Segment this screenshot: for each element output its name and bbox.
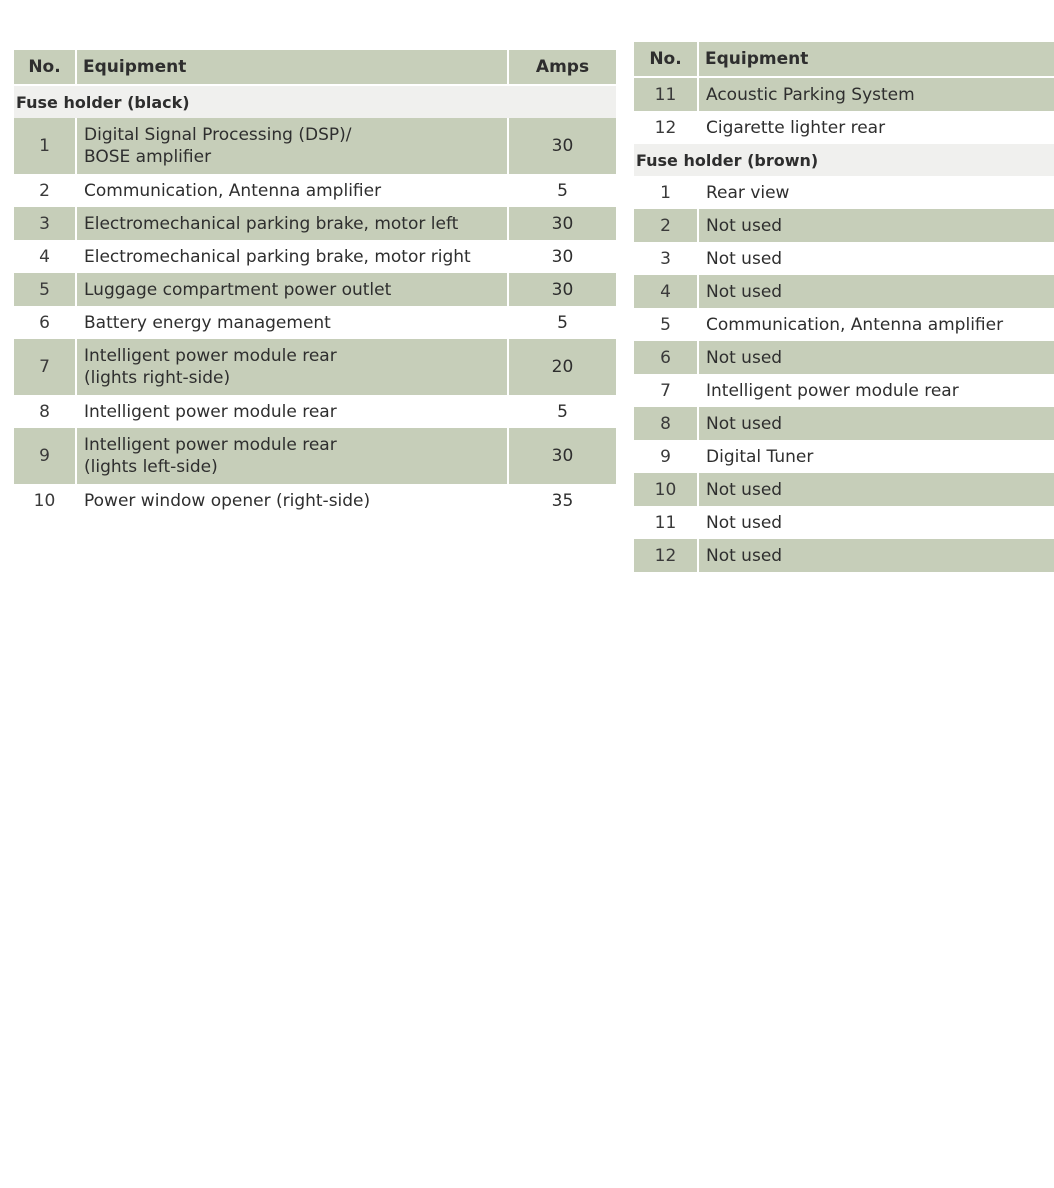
table-row	[634, 176, 1054, 209]
equipment-cell: Digital Tuner	[698, 440, 1054, 473]
amps-value: 5	[508, 395, 616, 428]
equipment-cell: Not used	[698, 242, 1054, 275]
table-row	[634, 209, 1054, 242]
table-row	[634, 440, 1054, 473]
amps-value: 20	[508, 339, 616, 395]
fuse-number: 7	[634, 374, 698, 407]
table-row	[634, 111, 1054, 144]
table-row	[14, 339, 616, 395]
equipment-cell: Acoustic Parking System	[698, 77, 1054, 111]
fuse-table-left	[14, 50, 616, 517]
equipment-cell: Electromechanical parking brake, motor right	[76, 240, 508, 273]
equipment-cell: Electromechanical parking brake, motor left	[76, 207, 508, 240]
fuse-number: 7	[14, 339, 76, 395]
fuse-table-right	[634, 42, 1054, 572]
equipment-line: Digital Signal Processing (DSP)/	[84, 125, 352, 145]
amps-value: 30	[508, 207, 616, 240]
table-row	[634, 77, 1054, 111]
fuse-number: 11	[634, 77, 698, 111]
fuse-number: 10	[634, 473, 698, 506]
equipment-line: Intelligent power module rear	[84, 435, 337, 455]
equipment-line: (lights left-side)	[84, 457, 218, 477]
equipment-cell: Rear view	[698, 176, 1054, 209]
equipment-cell	[76, 428, 508, 484]
equipment-cell: Intelligent power module rear	[698, 374, 1054, 407]
table-row	[634, 407, 1054, 440]
column-header-equipment: Equipment	[698, 42, 1054, 77]
table-row	[634, 275, 1054, 308]
table-row	[634, 308, 1054, 341]
equipment-cell: Not used	[698, 473, 1054, 506]
equipment-line: (lights right-side)	[84, 368, 231, 388]
fuse-number: 6	[634, 341, 698, 374]
equipment-cell: Not used	[698, 209, 1054, 242]
table-row	[14, 207, 616, 240]
amps-value: 30	[508, 428, 616, 484]
fuse-number: 12	[634, 539, 698, 572]
group-title: Fuse holder (black)	[14, 85, 616, 118]
fuse-number: 4	[14, 240, 76, 273]
equipment-cell: Luggage compartment power outlet	[76, 273, 508, 306]
table-row	[14, 174, 616, 207]
equipment-cell: Intelligent power module rear	[76, 395, 508, 428]
table-row	[14, 118, 616, 174]
fuse-number: 4	[634, 275, 698, 308]
group-title: Fuse holder (brown)	[634, 144, 1054, 176]
table-row	[14, 395, 616, 428]
equipment-cell: Communication, Antenna amplifier	[76, 174, 508, 207]
amps-value: 30	[508, 273, 616, 306]
equipment-cell: Cigarette lighter rear	[698, 111, 1054, 144]
equipment-cell: Communication, Antenna amplifier	[698, 308, 1054, 341]
fuse-number: 6	[14, 306, 76, 339]
fuse-table-right-clip	[634, 42, 1004, 590]
fuse-number: 2	[634, 209, 698, 242]
equipment-line: Intelligent power module rear	[84, 346, 337, 366]
table-row	[634, 242, 1054, 275]
fuse-number: 5	[14, 273, 76, 306]
table-row	[14, 484, 616, 517]
equipment-cell: Battery energy management	[76, 306, 508, 339]
amps-value: 5	[508, 306, 616, 339]
fuse-number: 9	[14, 428, 76, 484]
equipment-line: BOSE amplifier	[84, 147, 212, 167]
column-header-equipment: Equipment	[76, 50, 508, 85]
fuse-number: 3	[634, 242, 698, 275]
table-row	[634, 341, 1054, 374]
table-row	[634, 374, 1054, 407]
fuse-number: 3	[14, 207, 76, 240]
table-row	[634, 539, 1054, 572]
fuse-number: 12	[634, 111, 698, 144]
fuse-number: 2	[14, 174, 76, 207]
equipment-cell: Power window opener (right-side)	[76, 484, 508, 517]
equipment-cell: Not used	[698, 506, 1054, 539]
column-header-no: No.	[14, 50, 76, 85]
table-row	[634, 506, 1054, 539]
amps-value: 30	[508, 240, 616, 273]
group-row-fuse-holder-black	[14, 85, 616, 118]
equipment-cell: Not used	[698, 341, 1054, 374]
amps-value: 30	[508, 118, 616, 174]
fuse-number: 8	[14, 395, 76, 428]
table-row	[14, 428, 616, 484]
equipment-cell: Not used	[698, 275, 1054, 308]
table-row	[14, 306, 616, 339]
fuse-number: 1	[14, 118, 76, 174]
equipment-cell	[76, 118, 508, 174]
table-header-row	[14, 50, 616, 85]
table-row	[14, 273, 616, 306]
column-header-amps: Amps	[508, 50, 616, 85]
fuse-number: 10	[14, 484, 76, 517]
table-row	[14, 240, 616, 273]
equipment-cell	[76, 339, 508, 395]
equipment-cell: Not used	[698, 407, 1054, 440]
group-row-fuse-holder-brown	[634, 144, 1054, 176]
fuse-number: 9	[634, 440, 698, 473]
fuse-number: 11	[634, 506, 698, 539]
amps-value: 5	[508, 174, 616, 207]
table-row	[634, 473, 1054, 506]
column-header-no: No.	[634, 42, 698, 77]
fuse-number: 1	[634, 176, 698, 209]
fuse-number: 8	[634, 407, 698, 440]
amps-value: 35	[508, 484, 616, 517]
fuse-number: 5	[634, 308, 698, 341]
table-header-row	[634, 42, 1054, 77]
equipment-cell: Not used	[698, 539, 1054, 572]
